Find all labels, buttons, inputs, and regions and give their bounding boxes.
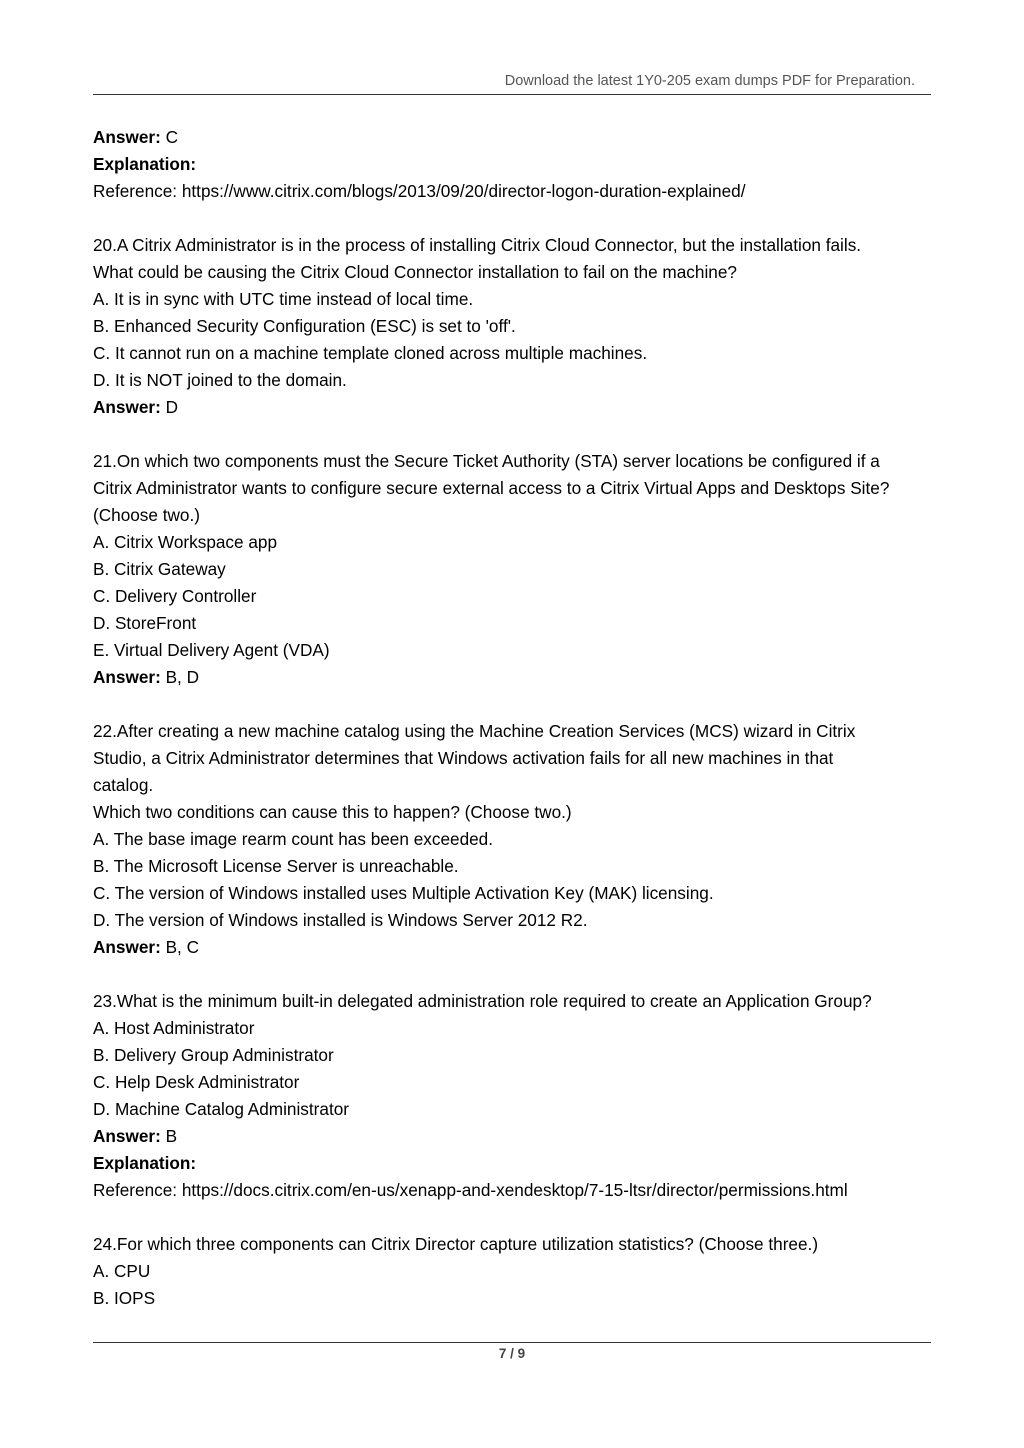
option-a: A. It is in sync with UTC time instead of local time.	[93, 289, 474, 309]
answer-label: Answer:	[93, 937, 161, 957]
explanation-label: Explanation:	[93, 1153, 197, 1173]
answer-value: B, D	[160, 667, 200, 687]
question-stem: (Choose two.)	[93, 505, 200, 525]
option-d: D. The version of Windows installed is Windows Server 2012 R2.	[93, 910, 588, 930]
page-header	[93, 72, 931, 95]
question-20	[93, 232, 943, 421]
header-text: Download the latest 1Y0-205 exam dumps PDF for Preparation.	[504, 73, 915, 89]
answer-label: Answer:	[93, 127, 161, 147]
question-stem: Which two conditions can cause this to happen? (Choose two.)	[93, 802, 572, 822]
answer-value: B, C	[160, 937, 200, 957]
option-c: C. Help Desk Administrator	[93, 1072, 300, 1092]
page-content	[93, 124, 943, 1312]
option-c: C. The version of Windows installed uses Multiple Activation Key (MAK) licensing.	[93, 883, 714, 903]
previous-question-tail	[93, 124, 943, 205]
reference-text: Reference: https://www.citrix.com/blogs/2013/09/20/director-logon-duration-explained/	[93, 181, 746, 201]
question-stem: 21.On which two components must the Secure Ticket Authority (STA) server locations be configured if a	[93, 451, 880, 471]
question-23	[93, 988, 943, 1204]
answer-label: Answer:	[93, 667, 161, 687]
option-d: D. Machine Catalog Administrator	[93, 1099, 350, 1119]
option-b: B. The Microsoft License Server is unreachable.	[93, 856, 459, 876]
question-stem: Citrix Administrator wants to configure secure external access to a Citrix Virtual Apps and Desktops Site?	[93, 478, 890, 498]
option-b: B. IOPS	[93, 1288, 156, 1308]
question-stem: 24.For which three components can Citrix Director capture utilization statistics? (Choose three.)	[93, 1234, 819, 1254]
answer-label: Answer:	[93, 1126, 161, 1146]
question-stem: Studio, a Citrix Administrator determines that Windows activation fails for all new machines in that	[93, 748, 834, 768]
answer-line	[93, 124, 943, 151]
option-d: D. StoreFront	[93, 613, 197, 633]
answer-line	[93, 394, 943, 421]
question-stem: What could be causing the Citrix Cloud Connector installation to fail on the machine?	[93, 262, 737, 282]
explanation-label: Explanation:	[93, 154, 197, 174]
option-c: C. It cannot run on a machine template cloned across multiple machines.	[93, 343, 648, 363]
question-stem: 23.What is the minimum built-in delegated administration role required to create an Application Group?	[93, 991, 872, 1011]
question-stem: 22.After creating a new machine catalog using the Machine Creation Services (MCS) wizard in Citrix	[93, 721, 856, 741]
reference-text: Reference: https://docs.citrix.com/en-us/xenapp-and-xendesktop/7-15-ltsr/director/permissions.html	[93, 1180, 848, 1200]
option-a: A. Host Administrator	[93, 1018, 255, 1038]
question-21	[93, 448, 943, 691]
answer-value: D	[160, 397, 178, 417]
answer-label: Answer:	[93, 397, 161, 417]
question-stem: catalog.	[93, 775, 154, 795]
question-stem: 20.A Citrix Administrator is in the process of installing Citrix Cloud Connector, but the installation fails.	[93, 235, 862, 255]
answer-line	[93, 1123, 943, 1150]
option-b: B. Delivery Group Administrator	[93, 1045, 334, 1065]
footer-divider	[93, 1342, 931, 1343]
page-number: 7 / 9	[498, 1346, 526, 1361]
option-a: A. Citrix Workspace app	[93, 532, 278, 552]
answer-line	[93, 664, 943, 691]
question-24	[93, 1231, 943, 1312]
option-e: E. Virtual Delivery Agent (VDA)	[93, 640, 330, 660]
answer-value: C	[160, 127, 178, 147]
option-b: B. Enhanced Security Configuration (ESC) is set to 'off'.	[93, 316, 516, 336]
option-d: D. It is NOT joined to the domain.	[93, 370, 347, 390]
option-c: C. Delivery Controller	[93, 586, 257, 606]
option-b: B. Citrix Gateway	[93, 559, 226, 579]
question-22	[93, 718, 943, 961]
option-a: A. The base image rearm count has been exceeded.	[93, 829, 494, 849]
answer-line	[93, 934, 943, 961]
option-a: A. CPU	[93, 1261, 151, 1281]
answer-value: B	[160, 1126, 178, 1146]
